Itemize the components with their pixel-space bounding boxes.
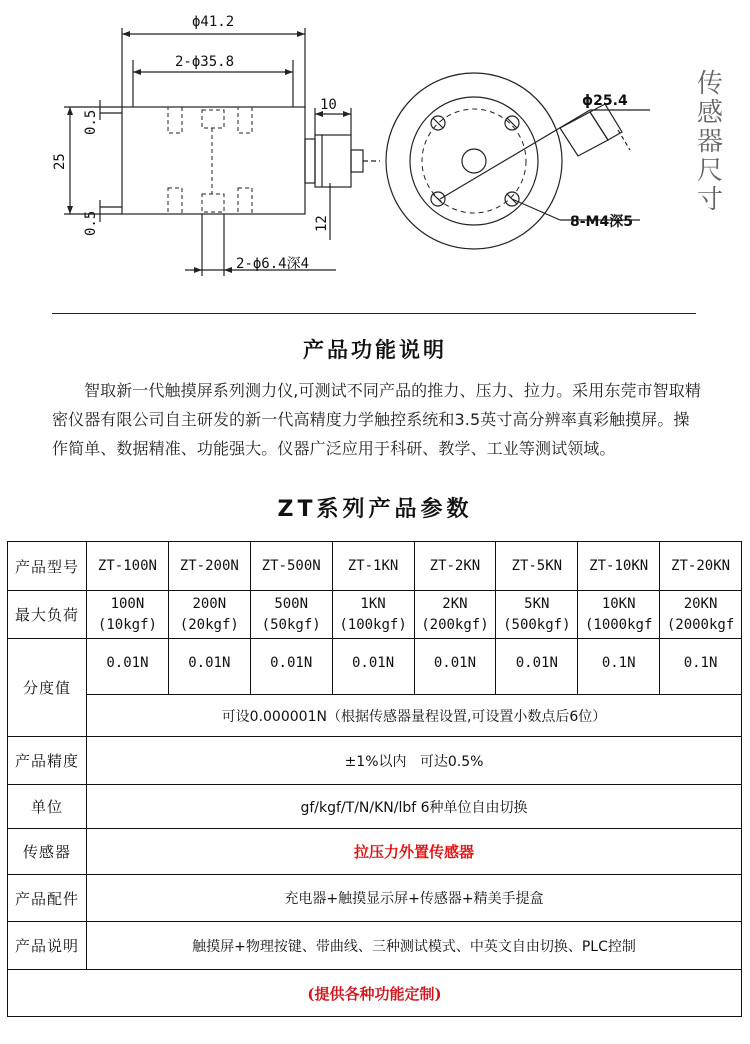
dim-mount-holes: 8-M4深5 [570,214,633,230]
table-row [8,970,742,1017]
model-cell: ZT-500N [250,542,332,591]
desc-label: 产品说明 [8,922,87,970]
resolution-cell: 0.01N [168,639,250,695]
resolution-label: 分度值 [8,639,87,737]
load-cell: 2KN (200kgf) [414,591,496,639]
sensor-dimension-drawing [0,0,750,300]
center-hole [462,149,486,173]
load-cell: 200N (20kgf) [168,591,250,639]
table-row [8,591,742,639]
dim-hole-pcd: 2-ϕ35.8 [175,54,235,70]
load-cell: 10KN (1000kgf [578,591,660,639]
dim-gap-top: 0.5 [83,109,99,135]
load-cell: 5KN (500kgf) [496,591,578,639]
dim-outer-dia: ϕ41.2 [192,14,235,30]
table-row [8,922,742,970]
resolution-cell: 0.01N [496,639,578,695]
table-row [8,639,742,695]
sensor-label: 传感器 [8,829,87,875]
sensor-body-outline [122,107,305,214]
model-cell: ZT-1KN [332,542,414,591]
spec-table [7,541,742,1017]
resolution-note: 可设0.000001N（根据传感器量程设置,可设置小数点后6位） [87,695,742,737]
unit-value: gf/kgf/T/N/KN/lbf 6种单位自由切换 [87,785,742,829]
accessory-value: 充电器+触摸显示屏+传感器+精美手提盒 [87,875,742,922]
desc-value: 触摸屏+物理按键、带曲线、三种测试模式、中英文自由切换、PLC控制 [87,922,742,970]
load-cell: 500N (50kgf) [250,591,332,639]
outer-circle [386,73,562,249]
model-cell: ZT-200N [168,542,250,591]
model-cell: ZT-5KN [496,542,578,591]
dim-inner-dia: ϕ25.4 [582,93,628,109]
load-label: 最大负荷 [8,591,87,639]
load-cell: 1KN (100kgf) [332,591,414,639]
function-description: 智取新一代触摸屏系列测力仪,可测试不同产品的推力、压力、拉力。采用东莞市智取精密仪器有限公司自主研发的新一代高精度力学触控系统和3.5英寸高分辨率真彩触摸屏。操作简单、数据精准、功能强大。仪器广泛应用于科研、教学、工业等测试领域。 [52,381,701,458]
table-row [8,737,742,785]
sensor-size-title: 传 感 器 尺 寸 [696,69,723,215]
table-row [8,875,742,922]
unit-label: 单位 [8,785,87,829]
resolution-cell: 0.1N [660,639,742,695]
dim-gap-bottom: 0.5 [83,210,99,236]
model-cell: ZT-100N [87,542,169,591]
model-cell: ZT-2KN [414,542,496,591]
table-row [8,785,742,829]
dim-center-hole: 2-ϕ6.4深4 [236,256,310,272]
model-label: 产品型号 [8,542,87,591]
accuracy-value: ±1%以内 可达0.5% [87,737,742,785]
custom-note: (提供各种功能定制) [8,970,742,1017]
resolution-cell: 0.01N [332,639,414,695]
function-title: 产品功能说明 [303,338,447,362]
table-row [8,829,742,875]
resolution-cell: 0.01N [87,639,169,695]
resolution-cell: 0.1N [578,639,660,695]
divider [52,313,696,314]
sensor-value: 拉压力外置传感器 [87,829,742,875]
accessory-label: 产品配件 [8,875,87,922]
params-title: ZT系列产品参数 [277,497,473,522]
model-cell: ZT-20KN [660,542,742,591]
accuracy-label: 产品精度 [8,737,87,785]
table-row [8,695,742,737]
load-cell: 20KN (2000kgf [660,591,742,639]
table-row [8,542,742,591]
resolution-cell: 0.01N [250,639,332,695]
dim-height: 25 [52,153,68,170]
dim-cable-h: 12 [314,215,330,232]
inner-circle [410,97,538,225]
model-cell: ZT-10KN [578,542,660,591]
resolution-cell: 0.01N [414,639,496,695]
dim-cable-len: 10 [320,97,337,113]
load-cell: 100N (10kgf) [87,591,169,639]
